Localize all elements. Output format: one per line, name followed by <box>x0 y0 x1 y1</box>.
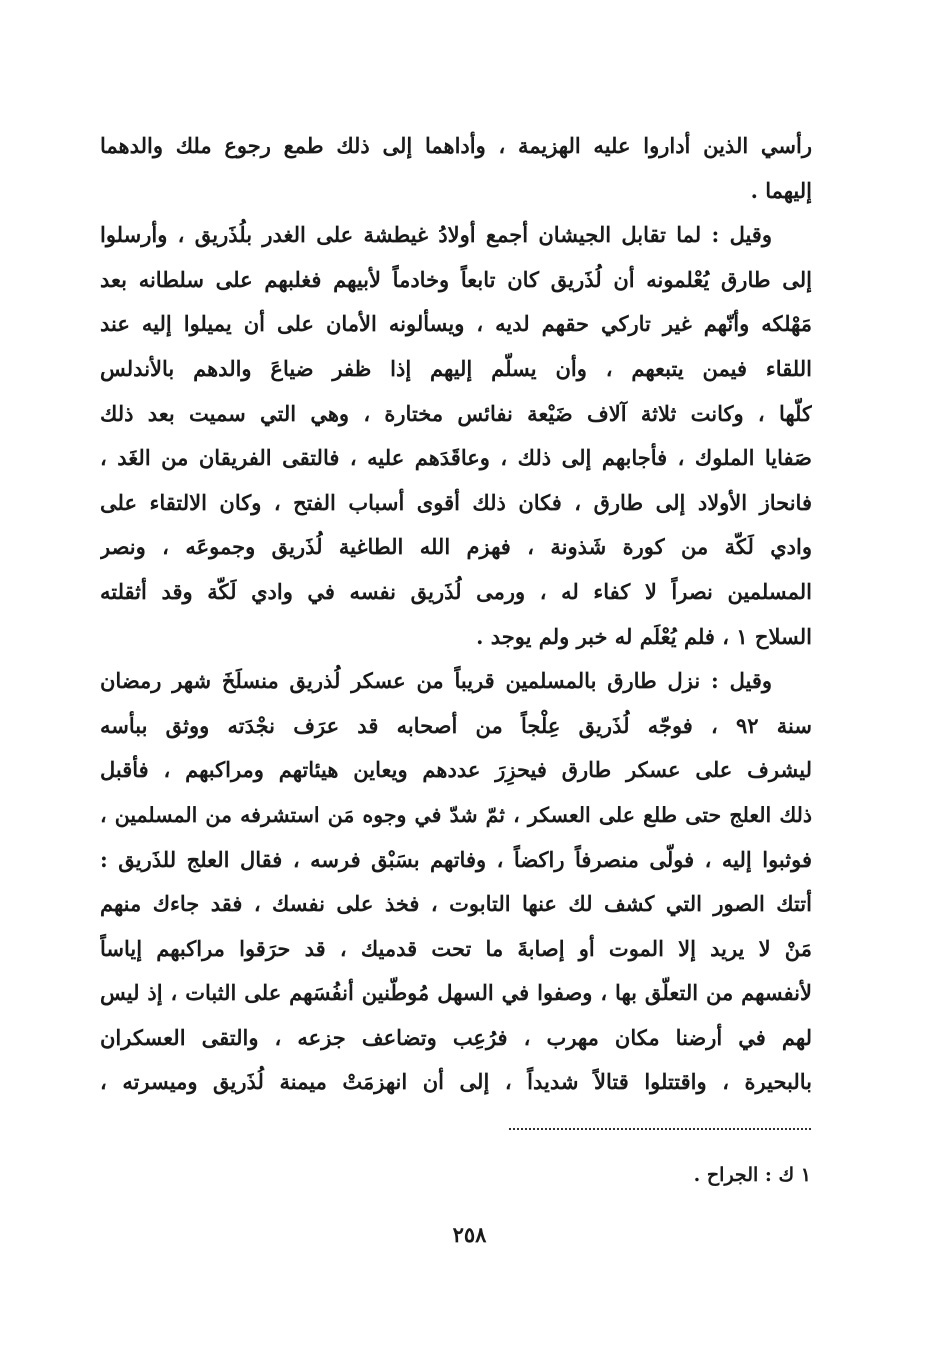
text-line: مَنْ لا يريد إلا الموت أو إصابةَ ما تحت قدميك ، قد حرَقوا مراكبهم إياساً <box>100 935 812 961</box>
footnote: ١ ك : الجراح . <box>693 1164 811 1186</box>
text-line: كلّها ، وكانت ثلاثة آلاف ضَيْعة نفائس مختارة ، وهي التي سميت بعد ذلك <box>100 400 812 426</box>
text-line: إليهما . <box>750 177 812 203</box>
text-line: صَفايا الملوك ، فأجابهم إلى ذلك ، وعاقَدَهم عليه ، فالتقى الفريقان من الغَد ، <box>100 445 812 471</box>
text-line: وقيل : لما تقابل الجيشان أجمع أولادُ غيطشة على الغدر بلُذَريق ، وأرسلوا <box>100 222 772 248</box>
text-line: وقيل : نزل طارق بالمسلمين قريباً من عسكر لُذريق منسلَخَ شهر رمضان <box>100 668 772 694</box>
text-line: فانحاز الأولاد إلى طارق ، فكان ذلك أقوى أسباب الفتح ، وكان الالتقاء على <box>100 489 812 515</box>
text-line: إلى طارق يُعْلمونه أن لُذَريق كان تابعاً وخادماً لأبيهم فغلبهم على سلطانه بعد <box>100 266 812 292</box>
text-line: رأسي الذين أداروا عليه الهزيمة ، وأداهما إلى ذلك طمع رجوع ملك والدهما <box>100 133 812 158</box>
footnote-divider <box>509 1128 811 1130</box>
text-line: ذلك العلج حتى طلع على العسكر ، ثمّ شدّ في وجوه مَن استشرفه من المسلمين ، <box>100 802 812 827</box>
text-line: السلاح ١ ، فلم يُعْلَم له خبر ولم يوجد . <box>476 623 812 649</box>
text-line: المسلمين نصراً لا كفاء له ، ورمى لُذَريق نفسه في وادي لَكّة وقد أثقلته <box>100 578 812 604</box>
text-line: اللقاء فيمن يتبعهم ، وأن يسلّم إليهم إذا ظفر ضياعَ والدهم بالأندلس <box>100 355 812 381</box>
text-line: سنة ٩٢ ، فوجّه لُذَريق عِلْجاً من أصحابه قد عرَف نجْدَته ووثق ببأسه <box>100 712 812 738</box>
text-line: مَهْلكه وأنّهم غير تاركي حقهم لديه ، ويسألونه الأمان على أن يميلوا إليه عند <box>100 311 812 337</box>
text-line: فوثبوا إليه ، فولّى منصرفاً راكضاً ، وفاتهم بسَبْق فرسه ، فقال العلج للذَريق : <box>100 846 812 872</box>
text-line: لهم في أرضنا مكان مهرب ، فرُعِب وتضاعف جزعه ، والتقى العسكران <box>100 1024 812 1050</box>
text-line: بالبحيرة ، واقتتلوا قتالاً شديداً ، إلى أن انهزمَتْ ميمنة لُذَريق وميسرته ، <box>100 1069 812 1095</box>
text-line: وادي لَكّة من كورة شَذونة ، فهزم الله الطاغية لُذَريق وجموعَه ، ونصر <box>100 534 812 560</box>
body-text <box>100 124 812 1105</box>
text-line: لأنفسهم من التعلّق بها ، وصفوا في السهل مُوطّنين أنفُسَهم على الثبات ، إذ ليس <box>100 980 812 1006</box>
text-line: أتتك الصور التي كشف لك عنها التابوت ، فخذ على نفسك ، فقد جاءك منهم <box>100 891 812 917</box>
text-line: ليشرف على عسكر طارق فيحزِرَ عددهم ويعاين هيئاتهم ومراكبهم ، فأقبل <box>100 757 812 783</box>
page-number: ٢٥٨ <box>452 1222 487 1247</box>
